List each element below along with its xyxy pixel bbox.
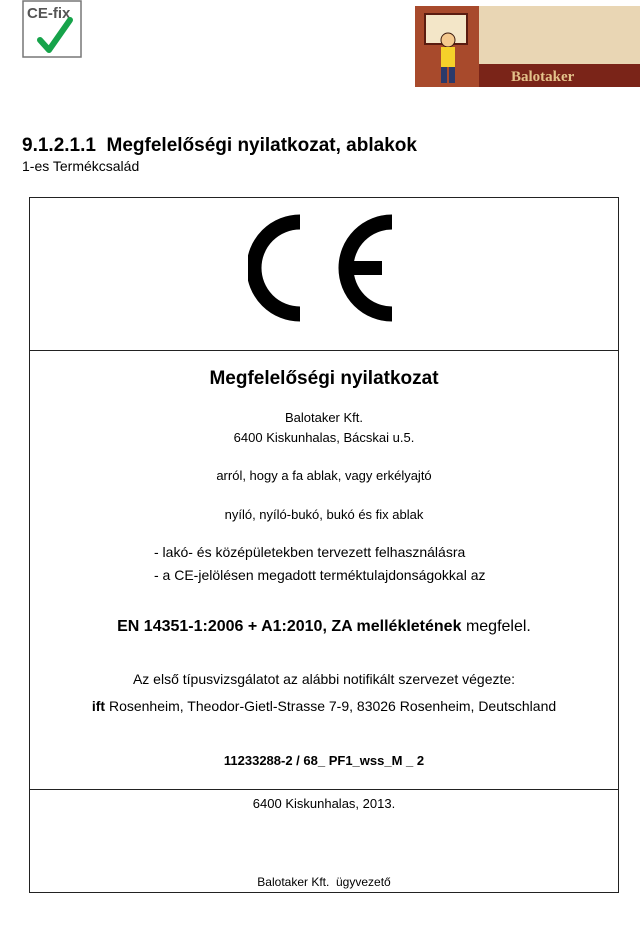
section-title: Megfelelőségi nyilatkozat, ablakok bbox=[106, 135, 417, 156]
certificate-number: 11233288-2 / 68_ PF1_wss_M _ 2 bbox=[223, 753, 425, 768]
declaration-frame bbox=[29, 197, 619, 893]
ce-mark-icon bbox=[248, 214, 400, 322]
product-family: 1-es Termékcsalád bbox=[22, 158, 140, 174]
balotaker-logo bbox=[415, 6, 640, 87]
declaration-title: Megfelelőségi nyilatkozat bbox=[209, 368, 439, 389]
standard-conformity: megfelel. bbox=[465, 618, 531, 635]
notified-body bbox=[30, 698, 618, 714]
notified-body-name: ift bbox=[91, 698, 106, 714]
usage-item: - lakó- és középületekben tervezett felhasználásra bbox=[154, 544, 466, 560]
company-name: Balotaker Kft. bbox=[284, 410, 364, 425]
place-and-date: 6400 Kiskunhalas, 2013. bbox=[252, 796, 396, 811]
section-heading bbox=[22, 135, 417, 157]
cefix-logo bbox=[22, 0, 86, 60]
divider-bottom bbox=[30, 789, 618, 790]
divider-top bbox=[30, 350, 618, 351]
cefix-logo-text: CE-fix bbox=[27, 5, 71, 22]
notified-body-address: Rosenheim, Theodor-Gietl-Strasse 7-9, 83026 Rosenheim, Deutschland bbox=[108, 698, 557, 714]
company-address: 6400 Kiskunhalas, Bácskai u.5. bbox=[233, 430, 415, 445]
usage-item: - a CE-jelölésen megadott terméktulajdonságokkal az bbox=[154, 567, 486, 583]
usage-list bbox=[154, 542, 486, 588]
declaration-subject: arról, hogy a fa ablak, vagy erkélyajtó bbox=[216, 468, 432, 483]
standard-statement bbox=[30, 618, 618, 636]
section-number: 9.1.2.1.1 bbox=[22, 135, 96, 156]
signatory: Balotaker Kft. ügyvezető bbox=[257, 875, 391, 889]
balotaker-logo-text: Balotaker bbox=[511, 69, 575, 85]
standard-reference: EN 14351-1:2006 + A1:2010, ZA mellékletének bbox=[117, 618, 462, 635]
notified-body-intro: Az első típusvizsgálatot az alábbi notifikált szervezet végezte: bbox=[132, 671, 516, 687]
window-types: nyíló, nyíló-bukó, bukó és fix ablak bbox=[224, 507, 424, 522]
